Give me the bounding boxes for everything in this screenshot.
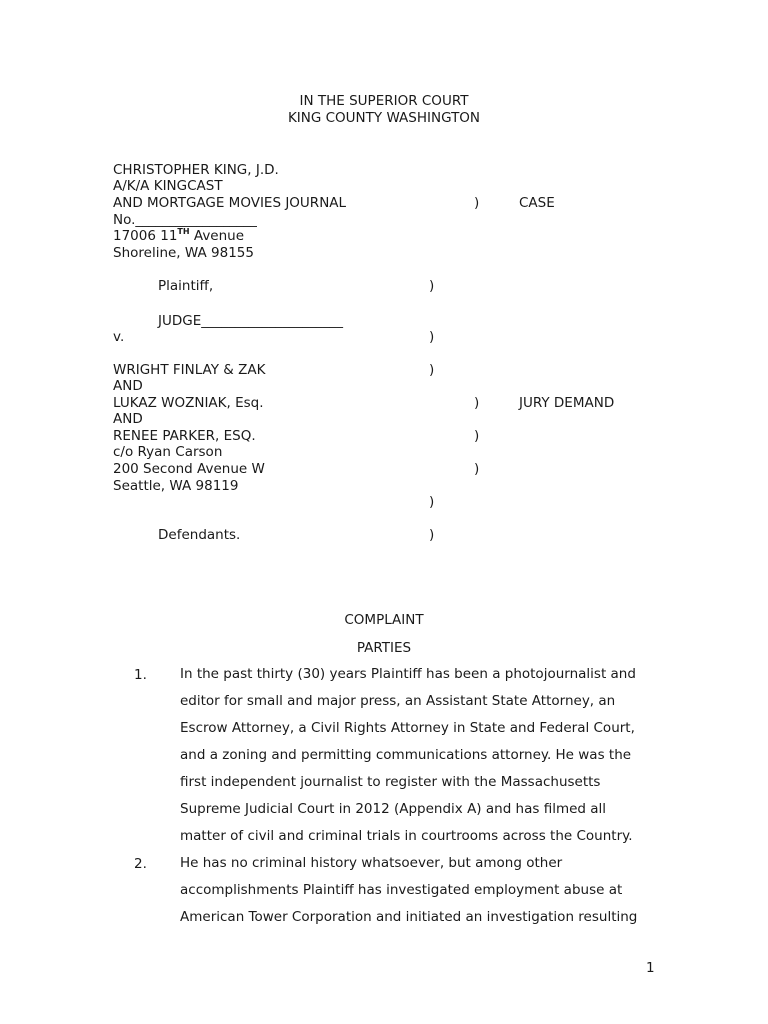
defendant-care-of: c/o Ryan Carson — [113, 444, 223, 460]
paragraph-1 — [180, 661, 660, 850]
plaintiff-city: Shoreline, WA 98155 — [113, 245, 254, 261]
paragraph-line: first independent journalist to register with the Massachusetts — [180, 774, 601, 790]
caption-paren: ) — [429, 494, 435, 510]
defendant-1: WRIGHT FINLAY & ZAK — [113, 362, 266, 378]
defendant-and-2: AND — [113, 411, 143, 427]
caption-paren: ) — [474, 195, 480, 211]
caption-paren: ) — [474, 428, 480, 444]
paragraph-line: accomplishments Plaintiff has investigated employment abuse at — [180, 882, 623, 898]
street-number: 17006 11 — [113, 228, 178, 244]
defendant-street: 200 Second Avenue W — [113, 461, 265, 477]
caption-paren: ) — [429, 278, 435, 294]
paragraph-number: 2. — [134, 856, 147, 872]
paragraph-line: matter of civil and criminal trials in courtrooms across the Country. — [180, 828, 633, 844]
paragraph-line: and a zoning and permitting communications attorney. He was the — [180, 747, 632, 763]
defendant-and-1: AND — [113, 378, 143, 394]
paragraph-line: In the past thirty (30) years Plaintiff has been a photojournalist and — [180, 666, 636, 682]
caption-paren: ) — [429, 362, 435, 378]
paragraph-line: editor for small and major press, an Assistant State Attorney, an — [180, 693, 616, 709]
parties-heading: PARTIES — [356, 640, 412, 656]
defendant-city: Seattle, WA 98119 — [113, 478, 239, 494]
defendants-role: Defendants. — [158, 527, 241, 543]
paragraph-line: Escrow Attorney, a Civil Rights Attorney in State and Federal Court, — [180, 720, 635, 736]
complaint-heading: COMPLAINT — [344, 612, 424, 628]
plaintiff-aka: A/K/A KINGCAST — [113, 178, 223, 194]
court-name: IN THE SUPERIOR COURT — [299, 93, 469, 109]
defendant-3: RENEE PARKER, ESQ. — [113, 428, 256, 444]
caption-paren: ) — [474, 395, 480, 411]
case-number: No.__________________ — [113, 212, 257, 228]
plaintiff-aka-2: AND MORTGAGE MOVIES JOURNAL — [113, 195, 347, 211]
caption-paren: ) — [474, 461, 480, 477]
paragraph-line: American Tower Corporation and initiated an investigation resulting — [180, 909, 638, 925]
paragraph-2 — [180, 850, 660, 931]
plaintiff-street — [113, 228, 244, 246]
case-label: CASE — [519, 195, 555, 211]
page-number: 1 — [646, 960, 655, 976]
plaintiff-role: Plaintiff, — [158, 278, 214, 294]
versus: v. — [113, 329, 125, 345]
street-ordinal-suffix: TH — [177, 227, 190, 236]
caption-paren: ) — [429, 329, 435, 345]
paragraph-line: Supreme Judicial Court in 2012 (Appendix A) and has filmed all — [180, 801, 607, 817]
caption-paren: ) — [429, 527, 435, 543]
defendant-2: LUKAZ WOZNIAK, Esq. — [113, 395, 264, 411]
jury-demand: JURY DEMAND — [519, 395, 615, 411]
street-name: Avenue — [189, 228, 245, 244]
paragraph-number: 1. — [134, 667, 147, 683]
paragraph-line: He has no criminal history whatsoever, but among other — [180, 855, 563, 871]
plaintiff-name: CHRISTOPHER KING, J.D. — [113, 162, 279, 178]
judge-line: JUDGE_____________________ — [158, 313, 343, 329]
court-county: KING COUNTY WASHINGTON — [287, 110, 481, 126]
